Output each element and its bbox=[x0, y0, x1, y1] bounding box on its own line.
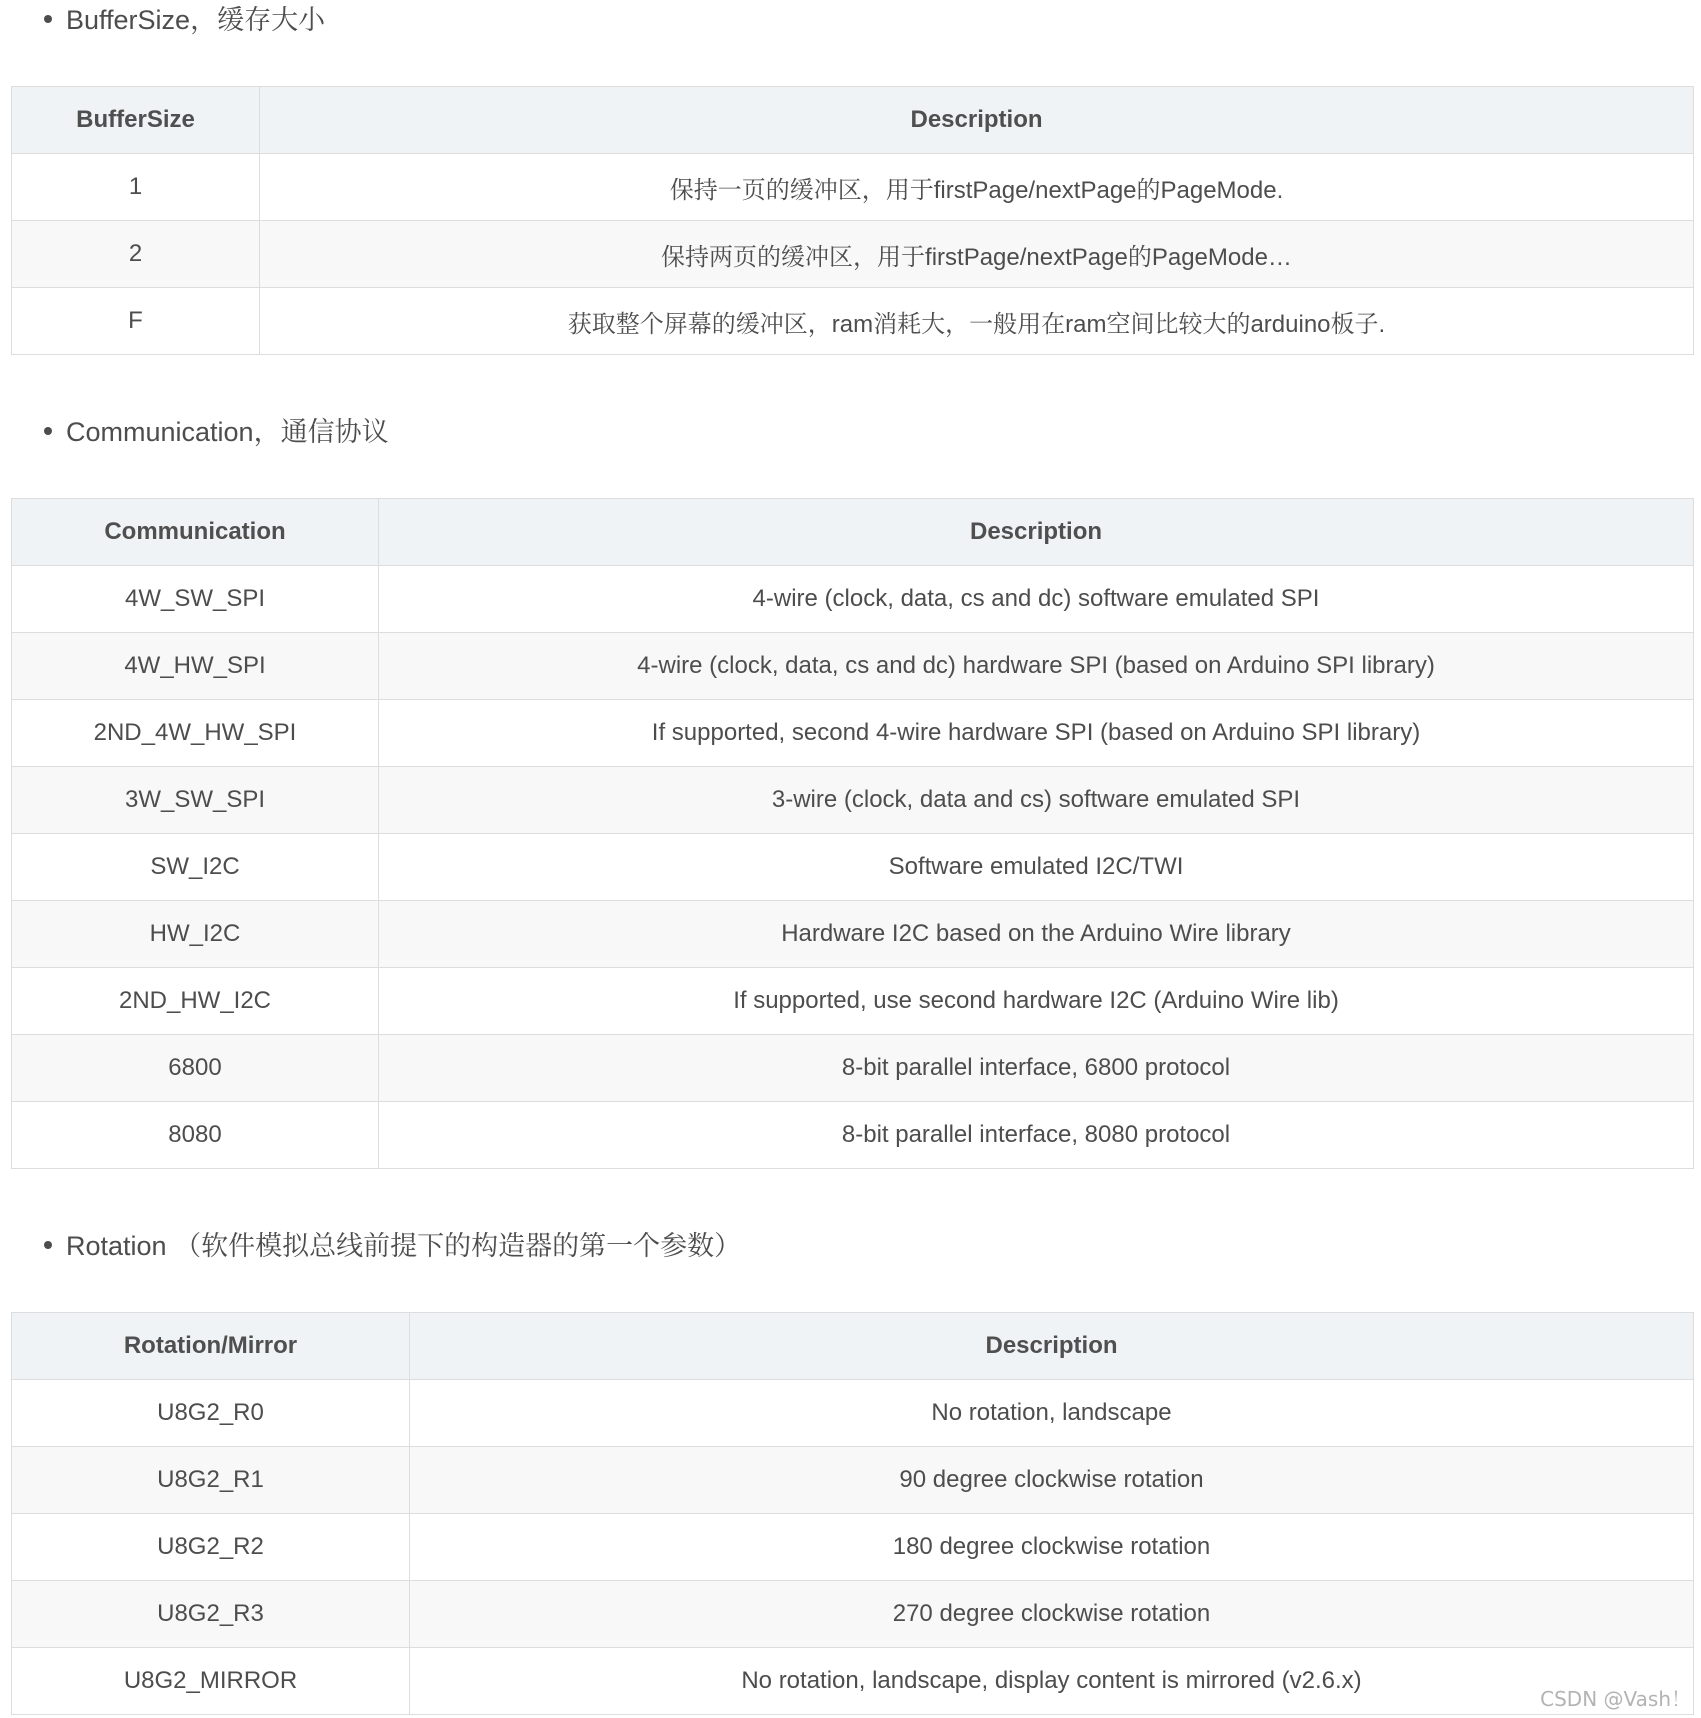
column-header: Description bbox=[260, 87, 1694, 154]
column-header: BufferSize bbox=[12, 87, 260, 154]
table-cell: 8080 bbox=[12, 1102, 379, 1169]
table-cell: Hardware I2C based on the Arduino Wire library bbox=[379, 901, 1694, 968]
column-header: Rotation/Mirror bbox=[12, 1313, 410, 1380]
table-row bbox=[12, 901, 1694, 968]
table-row bbox=[12, 288, 1694, 355]
bullet-dot-icon bbox=[44, 427, 52, 435]
bullet-dot-icon bbox=[44, 15, 52, 23]
table-header-row bbox=[12, 499, 1694, 566]
table-cell: U8G2_MIRROR bbox=[12, 1648, 410, 1715]
rotation-table bbox=[11, 1312, 1694, 1715]
table-row bbox=[12, 1380, 1694, 1447]
table-row bbox=[12, 633, 1694, 700]
table-cell: 3-wire (clock, data and cs) software emulated SPI bbox=[379, 767, 1694, 834]
bullet-text: Rotation （软件模拟总线前提下的构造器的第一个参数） bbox=[66, 1231, 742, 1261]
table-cell: No rotation, landscape bbox=[410, 1380, 1694, 1447]
table-cell: U8G2_R0 bbox=[12, 1380, 410, 1447]
section-bullet-buffersize bbox=[44, 0, 325, 40]
section-bullet-communication bbox=[44, 412, 389, 452]
csdn-watermark: CSDN @Vash！ bbox=[1540, 1687, 1691, 1711]
table-row bbox=[12, 566, 1694, 633]
table-cell: 270 degree clockwise rotation bbox=[410, 1581, 1694, 1648]
table-cell: 4-wire (clock, data, cs and dc) software emulated SPI bbox=[379, 566, 1694, 633]
table-cell: U8G2_R1 bbox=[12, 1447, 410, 1514]
column-header: Description bbox=[410, 1313, 1694, 1380]
table-row bbox=[12, 1514, 1694, 1581]
table-cell: 3W_SW_SPI bbox=[12, 767, 379, 834]
bullet-text: Communication，通信协议 bbox=[66, 417, 389, 447]
table-cell: 1 bbox=[12, 154, 260, 221]
table-row bbox=[12, 700, 1694, 767]
section-bullet-rotation bbox=[44, 1226, 741, 1266]
table-cell: U8G2_R2 bbox=[12, 1514, 410, 1581]
table-cell: 保持两页的缓冲区，用于firstPage/nextPage的PageMode… bbox=[260, 221, 1694, 288]
table-row bbox=[12, 1102, 1694, 1169]
table-cell: Software emulated I2C/TWI bbox=[379, 834, 1694, 901]
table-row bbox=[12, 968, 1694, 1035]
table-row bbox=[12, 221, 1694, 288]
table-cell: 2 bbox=[12, 221, 260, 288]
column-header: Description bbox=[379, 499, 1694, 566]
table-cell: 4W_SW_SPI bbox=[12, 566, 379, 633]
table-cell: SW_I2C bbox=[12, 834, 379, 901]
table-row bbox=[12, 1581, 1694, 1648]
table-cell: HW_I2C bbox=[12, 901, 379, 968]
table-cell: U8G2_R3 bbox=[12, 1581, 410, 1648]
table-row bbox=[12, 834, 1694, 901]
table-cell: 2ND_HW_I2C bbox=[12, 968, 379, 1035]
table-header-row bbox=[12, 87, 1694, 154]
table-cell: 8-bit parallel interface, 8080 protocol bbox=[379, 1102, 1694, 1169]
table-row bbox=[12, 767, 1694, 834]
table-row bbox=[12, 1648, 1694, 1715]
table-cell: If supported, second 4-wire hardware SPI (based on Arduino SPI library) bbox=[379, 700, 1694, 767]
table-row bbox=[12, 154, 1694, 221]
communication-table bbox=[11, 498, 1694, 1169]
table-cell: 90 degree clockwise rotation bbox=[410, 1447, 1694, 1514]
table-cell: 保持一页的缓冲区，用于firstPage/nextPage的PageMode. bbox=[260, 154, 1694, 221]
table-header-row bbox=[12, 1313, 1694, 1380]
table-cell: 6800 bbox=[12, 1035, 379, 1102]
table-cell: 4-wire (clock, data, cs and dc) hardware SPI (based on Arduino SPI library) bbox=[379, 633, 1694, 700]
buffersize-table bbox=[11, 86, 1694, 355]
table-cell: 180 degree clockwise rotation bbox=[410, 1514, 1694, 1581]
bullet-dot-icon bbox=[44, 1241, 52, 1249]
bullet-text: BufferSize，缓存大小 bbox=[66, 5, 326, 35]
table-cell: 4W_HW_SPI bbox=[12, 633, 379, 700]
table-cell: 获取整个屏幕的缓冲区，ram消耗大，一般用在ram空间比较大的arduino板子. bbox=[260, 288, 1694, 355]
table-cell: No rotation, landscape, display content is mirrored (v2.6.x) bbox=[410, 1648, 1694, 1715]
table-cell: 8-bit parallel interface, 6800 protocol bbox=[379, 1035, 1694, 1102]
table-cell: If supported, use second hardware I2C (Arduino Wire lib) bbox=[379, 968, 1694, 1035]
column-header: Communication bbox=[12, 499, 379, 566]
table-row bbox=[12, 1035, 1694, 1102]
table-cell: F bbox=[12, 288, 260, 355]
table-cell: 2ND_4W_HW_SPI bbox=[12, 700, 379, 767]
table-row bbox=[12, 1447, 1694, 1514]
